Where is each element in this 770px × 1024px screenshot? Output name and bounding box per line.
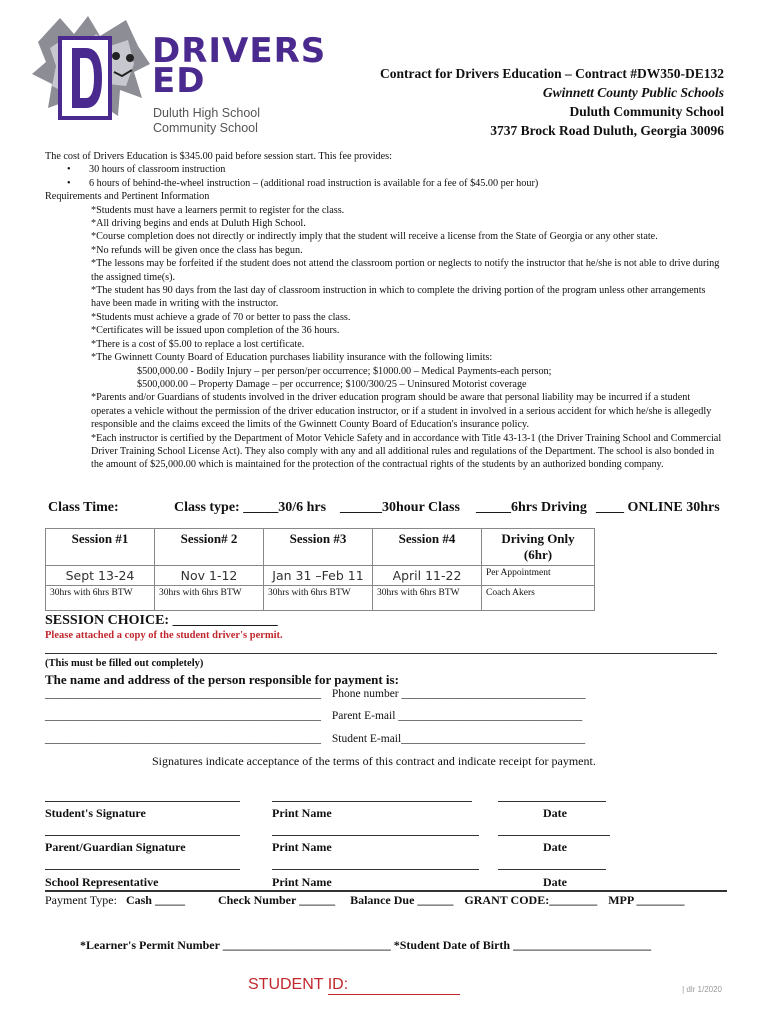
session-note: 30hrs with 6hrs BTW [373, 586, 482, 611]
logo-mascot [30, 12, 152, 124]
table-row [46, 529, 595, 566]
requirement-item: *The lessons may be forfeited if the student does not attend the classroom portion or neglects to notify the instructor that he/she is not able to drive during the assigned time(s). [91, 258, 720, 283]
requirement-item: *The Gwinnett County Board of Education purchases liability insurance with the following limits: [91, 352, 493, 364]
acceptance-text: Signatures indicate acceptance of the terms of this contract and indicate receipt for payment. [152, 754, 596, 768]
bullet-icon: • [67, 177, 71, 189]
school-rep-signature-line[interactable] [45, 868, 240, 870]
session-note: Coach Akers [482, 586, 595, 611]
cost-intro: The cost of Drivers Education is $345.00 paid before session start. This fee provides: [45, 151, 392, 162]
signature-role: School Representative [45, 875, 159, 889]
logo-title-line1: DRIVERS [152, 31, 327, 71]
session-choice-field[interactable]: SESSION CHOICE: _______________ [45, 613, 278, 628]
balance-due-field[interactable]: Balance Due ______ [350, 893, 454, 907]
requirement-item: *The student has 90 days from the last day of classroom instruction in which to complete the driving portion of the program unless other arrangements have been made in writing with the instructor. [91, 285, 706, 310]
student-signature-line[interactable] [45, 800, 240, 802]
session-date: Sept 13-24 [46, 566, 155, 586]
session-note: 30hrs with 6hrs BTW [46, 586, 155, 611]
requirement-item: *There is a cost of $5.00 to replace a lost certificate. [91, 338, 305, 350]
logo-subtitle [153, 106, 260, 136]
date-line[interactable] [498, 834, 610, 836]
requirement-item: *Parents and/or Guardians of students involved in the driver education program should be aware that personal liability may be incurred if a student operates a vehicle without the permission of the driver education instructor, or if a student in involved in a serious accident for which he/she is allegedly responsible and the claims exceed the limits of the Gwinnett County Board of Education's insurance policy. [91, 392, 712, 431]
signature-role: Student's Signature [45, 806, 146, 820]
logo-title [152, 31, 327, 101]
grant-code-field[interactable]: GRANT CODE:________ [464, 893, 598, 907]
date-line[interactable] [498, 800, 606, 802]
school-name: Duluth Community School [569, 104, 724, 119]
date-line[interactable] [498, 868, 606, 870]
contact-row [45, 688, 586, 700]
print-name-line[interactable] [272, 868, 479, 870]
print-name-line[interactable] [272, 834, 479, 836]
payment-row [45, 893, 735, 908]
requirement-item: *Course completion does not directly or indirectly imply that the student will receive a license from the State of Georgia or any other state. [91, 231, 658, 243]
payment-type-label: Payment Type: [45, 893, 117, 907]
session-date: Per Appointment [482, 566, 595, 586]
session-name: Session #1 [46, 529, 155, 566]
requirement-item: *Certificates will be issued upon completion of the 36 hours. [91, 325, 340, 337]
bullet-icon: • [67, 164, 71, 176]
check-number-field[interactable]: Check Number ______ [217, 893, 336, 907]
session-note: 30hrs with 6hrs BTW [155, 586, 264, 611]
requirement-item: *All driving begins and ends at Duluth High School. [91, 218, 306, 230]
school-address: 3737 Brock Road Duluth, Georgia 30096 [490, 123, 724, 138]
contract-header [380, 64, 724, 140]
requirement-item: *No refunds will be given once the class has begun. [91, 244, 303, 256]
session-date: April 11-22 [373, 566, 482, 586]
session-date: Jan 31 –Feb 11 [264, 566, 373, 586]
divider-line [45, 645, 717, 654]
date-label: Date [543, 806, 567, 820]
class-type-option[interactable]: ____ ONLINE 30hrs [596, 500, 720, 515]
requirement-item: *Students must achieve a grade of 70 or better to pass the class. [91, 311, 351, 323]
parent-signature-line[interactable] [45, 834, 240, 836]
print-name-label: Print Name [272, 840, 332, 854]
logo-title-line2: ED [152, 61, 206, 101]
payment-divider [45, 890, 727, 892]
session-name: Driving Only (6hr) [482, 529, 595, 566]
session-name: Session# 2 [155, 529, 264, 566]
logo-sub-line1: Duluth High School [153, 106, 261, 120]
student-id-field[interactable] [328, 994, 460, 995]
district-name: Gwinnett County Public Schools [542, 85, 724, 100]
contact-row [45, 710, 582, 722]
requirements-heading: Requirements and Pertinent Information [45, 191, 210, 203]
session-name: Session #4 [373, 529, 482, 566]
class-type-option[interactable]: Class type: _____30/6 hrs [174, 500, 327, 515]
signature-role: Parent/Guardian Signature [45, 840, 186, 854]
student-email-field[interactable]: Student E-mail________________________________ [331, 733, 586, 745]
footer-code-text: dlr 1/2020 [686, 985, 722, 994]
class-type-option[interactable]: _____6hrs Driving [476, 500, 587, 515]
session-name: Session #3 [264, 529, 373, 566]
sessions-table [45, 528, 595, 611]
terms-body [45, 150, 725, 472]
class-type-option[interactable]: ______30hour Class [340, 500, 460, 515]
table-row [46, 566, 595, 586]
responsible-heading: The name and address of the person responsible for payment is: [45, 672, 399, 687]
cash-field[interactable]: Cash _____ [125, 893, 185, 907]
session-note: 30hrs with 6hrs BTW [264, 586, 373, 611]
permit-note: Please attached a copy of the student driver's permit. [45, 630, 283, 641]
print-name-label: Print Name [272, 806, 332, 820]
insurance-limit: $500,000.00 - Bodily Injury – per person/per occurrence; $1000.00 – Medical Payments-each person; [137, 365, 552, 377]
mpp-field[interactable]: MPP ________ [608, 893, 685, 907]
phone-field[interactable]: Phone number ________________________________ [331, 688, 586, 700]
name-address-field[interactable]: ________________________________________________ [45, 710, 321, 722]
print-name-line[interactable] [272, 800, 472, 802]
student-id-label: STUDENT ID: [248, 976, 349, 993]
bullet-item: • 30 hours of classroom instruction [67, 164, 226, 176]
date-label: Date [543, 840, 567, 854]
bullet-item: • 6 hours of behind-the-wheel instruction – (additional road instruction is available for a fee of $45.00 per hour) [67, 177, 539, 189]
footer-code: | dlr 1/2020 [682, 985, 722, 994]
class-time-label: Class Time: [48, 500, 119, 515]
name-address-field[interactable]: ________________________________________________ [45, 688, 321, 700]
contract-title: Contract for Drivers Education – Contract #DW350-DE132 [380, 66, 724, 81]
print-name-label: Print Name [272, 875, 332, 889]
contact-row [45, 733, 585, 745]
parent-email-field[interactable]: Parent E-mail ________________________________ [331, 710, 583, 722]
session-date: Nov 1-12 [155, 566, 264, 586]
requirement-item: *Students must have a learners permit to register for the class. [91, 204, 345, 216]
table-row [46, 586, 595, 611]
logo-sub-line2: Community School [153, 121, 258, 135]
date-label: Date [543, 875, 567, 889]
fill-note: (This must be filled out completely) [45, 658, 204, 669]
insurance-limit: $500,000.00 – Property Damage – per occurrence; $100/300/25 – Uninsured Motorist coverage [137, 378, 527, 390]
requirement-item: *Each instructor is certified by the Department of Motor Vehicle Safety and in accordance with Title 43-13-1 (the Driver Training School and Commercial Driver Training School License Act). They also comply with any and all additional rules and regulations of the Department. The school is also bonded in the amount of $25,000.00 which is maintained for the protection of the contractual rights of the students by an authorized bonding company. [91, 432, 722, 471]
learner-permit-dob-row[interactable]: *Learner's Permit Number ____________________________ *Student Date of Birth _______________________ [80, 938, 652, 952]
name-address-field[interactable]: ________________________________________________ [45, 733, 321, 745]
